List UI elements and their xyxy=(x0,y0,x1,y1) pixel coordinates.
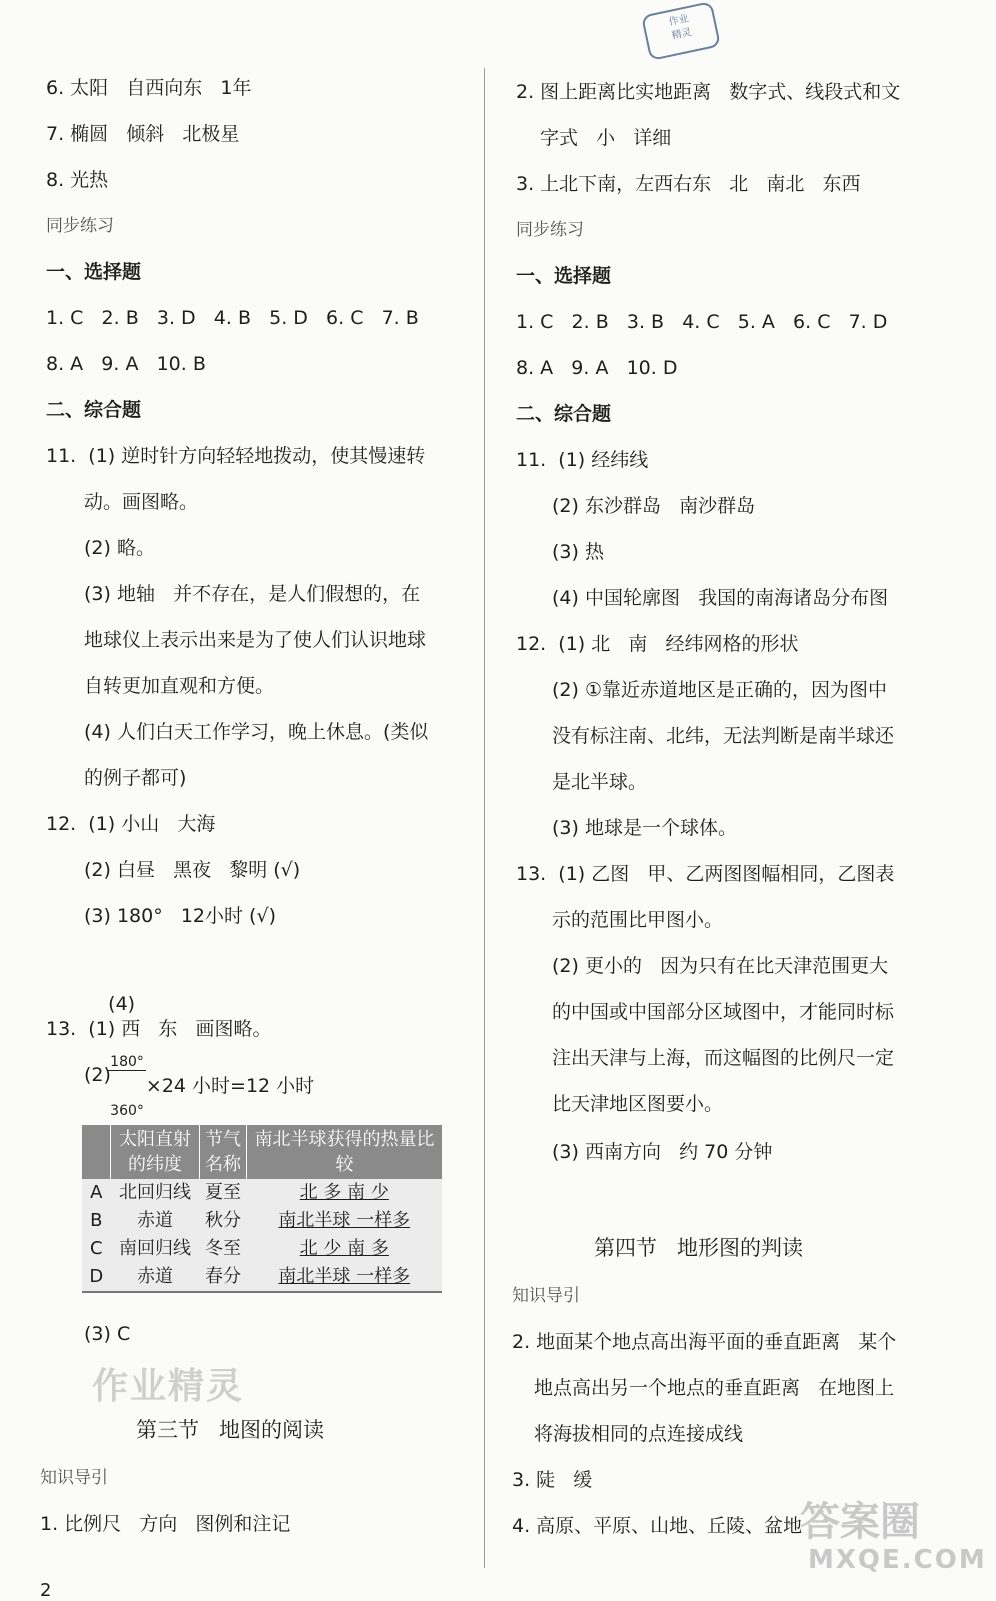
section-label: 知识导引 xyxy=(512,1286,580,1306)
table-cell: 南北半球 一样多 xyxy=(247,1207,443,1235)
table-cell: A xyxy=(82,1179,111,1207)
section-label: 同步练习 xyxy=(46,216,114,236)
table-cell: 赤道 xyxy=(111,1263,200,1292)
table-header-row xyxy=(82,1125,442,1179)
table-header: 南北半球获得的热量比较 xyxy=(247,1125,443,1179)
watermark-left: 作业精灵 xyxy=(92,1366,245,1407)
fraction-denominator: 360° xyxy=(110,1103,144,1119)
column-divider xyxy=(484,68,485,1568)
answer-line: 注出天津与上海，而这幅图的比例尺一定 xyxy=(552,1047,895,1069)
answer-line: 地点高出另一个地点的垂直距离 在地图上 xyxy=(534,1377,895,1399)
answer-line: 7. 椭圆 倾斜 北极星 xyxy=(46,123,240,145)
table-cell: 南回归线 xyxy=(111,1235,200,1263)
q12-4-suffix: ×24 小时=12 小时 xyxy=(145,1075,315,1097)
answer-line: 11. (1) 经纬线 xyxy=(516,449,649,471)
table-cell: 冬至 xyxy=(200,1235,247,1263)
answer-line: 1. C 2. B 3. D 4. B 5. D 6. C 7. B xyxy=(46,307,419,329)
chapter-title: 第四节 地形图的判读 xyxy=(594,1236,804,1260)
table-cell: D xyxy=(82,1263,111,1292)
table-row xyxy=(82,1207,442,1235)
chapter-title: 第三节 地图的阅读 xyxy=(136,1418,325,1442)
answer-line: 示的范围比甲图小。 xyxy=(552,909,724,931)
answer-line: (3) C xyxy=(84,1323,131,1345)
table-cell: C xyxy=(82,1235,111,1263)
table-cell: 夏至 xyxy=(200,1179,247,1207)
answer-line: 字式 小 详细 xyxy=(540,127,672,149)
answer-line: (2) 略。 xyxy=(84,537,155,559)
section-heading: 二、综合题 xyxy=(46,399,142,421)
table-cell: 赤道 xyxy=(111,1207,200,1235)
answer-line: 3. 上北下南，左西右东 北 南北 东西 xyxy=(516,173,861,195)
answer-line: 将海拔相同的点连接成线 xyxy=(534,1423,744,1445)
answer-line: 11. (1) 逆时针方向轻轻地拨动，使其慢速转 xyxy=(46,445,426,467)
answer-line: (2) 更小的 因为只有在比天津范围更大 xyxy=(552,955,889,977)
stamp-line2: 精灵 xyxy=(670,26,693,42)
answer-line: 2. 图上距离比实地距离 数字式、线段式和文 xyxy=(516,81,901,103)
table-row xyxy=(82,1235,442,1263)
answer-line: 13. (1) 西 东 画图略。 xyxy=(46,1018,272,1040)
answer-line: (4) 中国轮廓图 我国的南海诸岛分布图 xyxy=(552,587,889,609)
table-cell: 秋分 xyxy=(200,1207,247,1235)
answer-line: (2) 东沙群岛 南沙群岛 xyxy=(552,495,756,517)
section-heading: 二、综合题 xyxy=(516,403,612,425)
answer-line: 自转更加直观和方便。 xyxy=(84,675,275,697)
page-number: 2 xyxy=(40,1580,52,1601)
table-cell: 北 多 南 少 xyxy=(247,1179,443,1207)
answer-line: 没有标注南、北纬，无法判断是南半球还 xyxy=(552,725,895,747)
answer-line: 6. 太阳 自西向东 1年 xyxy=(46,77,252,99)
answer-line: 地球仪上表示出来是为了使人们认识地球 xyxy=(84,629,427,651)
table-header xyxy=(82,1125,111,1179)
table-cell: 南北半球 一样多 xyxy=(247,1263,443,1292)
table-cell: 北回归线 xyxy=(111,1179,200,1207)
table-row xyxy=(82,1179,442,1207)
answer-line: 比天津地区图要小。 xyxy=(552,1093,724,1115)
section-heading: 一、选择题 xyxy=(46,261,142,283)
answer-line: 1. C 2. B 3. B 4. C 5. A 6. C 7. D xyxy=(516,311,888,333)
answer-line: 4. 高原、平原、山地、丘陵、盆地 xyxy=(512,1515,803,1537)
answer-line: 8. A 9. A 10. D xyxy=(516,357,678,379)
answer-line: 8. A 9. A 10. B xyxy=(46,353,206,375)
stamp-logo xyxy=(641,1,721,61)
table-cell: 北 少 南 多 xyxy=(247,1235,443,1263)
answer-line: (3) 地轴 并不存在，是人们假想的，在 xyxy=(84,583,421,605)
watermark-right: 答案圈 xyxy=(800,1499,920,1545)
solar-term-table xyxy=(82,1125,442,1293)
section-label: 同步练习 xyxy=(516,220,584,240)
answer-line: (2) ①靠近赤道地区是正确的，因为图中 xyxy=(552,679,887,701)
answer-line: 2. 地面某个地点高出海平面的垂直距离 某个 xyxy=(512,1331,897,1353)
answer-line: 12. (1) 小山 大海 xyxy=(46,813,216,835)
answer-line: 3. 陡 缓 xyxy=(512,1469,593,1491)
answer-line: (2) 白昼 黑夜 黎明 (√) xyxy=(84,859,301,881)
answer-line: 8. 光热 xyxy=(46,169,109,191)
table-cell: B xyxy=(82,1207,111,1235)
section-label: 知识导引 xyxy=(40,1468,108,1488)
answer-line: 的中国或中国部分区域图中，才能同时标 xyxy=(552,1001,895,1023)
answer-line: (2) xyxy=(84,1064,111,1086)
answer-line: (4) 人们白天工作学习，晚上休息。(类似 xyxy=(84,721,429,743)
answer-line: (3) 西南方向 约 70 分钟 xyxy=(552,1141,773,1163)
q12-4-prefix: (4) xyxy=(108,993,136,1015)
table-cell: 春分 xyxy=(200,1263,247,1292)
answer-line: 13. (1) 乙图 甲、乙两图图幅相同，乙图表 xyxy=(516,863,895,885)
section-heading: 一、选择题 xyxy=(516,265,612,287)
fraction-numerator: 180° xyxy=(110,1054,144,1070)
stamp-line1: 作业 xyxy=(667,13,690,29)
answer-line: 是北半球。 xyxy=(552,771,648,793)
watermark-right-url: MXQE.COM xyxy=(808,1545,987,1575)
answer-line: 动。画图略。 xyxy=(84,491,199,513)
answer-line: (3) 热 xyxy=(552,541,604,563)
answer-line: (3) 地球是一个球体。 xyxy=(552,817,737,839)
answer-line: 12. (1) 北 南 经纬网格的形状 xyxy=(516,633,799,655)
answer-line: 1. 比例尺 方向 图例和注记 xyxy=(40,1513,291,1535)
table-row xyxy=(82,1263,442,1292)
answer-line: 的例子都可) xyxy=(84,767,187,789)
answer-line: (3) 180° 12小时 (√) xyxy=(84,905,276,927)
table-header: 节气名称 xyxy=(200,1125,247,1179)
table-header: 太阳直射的纬度 xyxy=(111,1125,200,1179)
